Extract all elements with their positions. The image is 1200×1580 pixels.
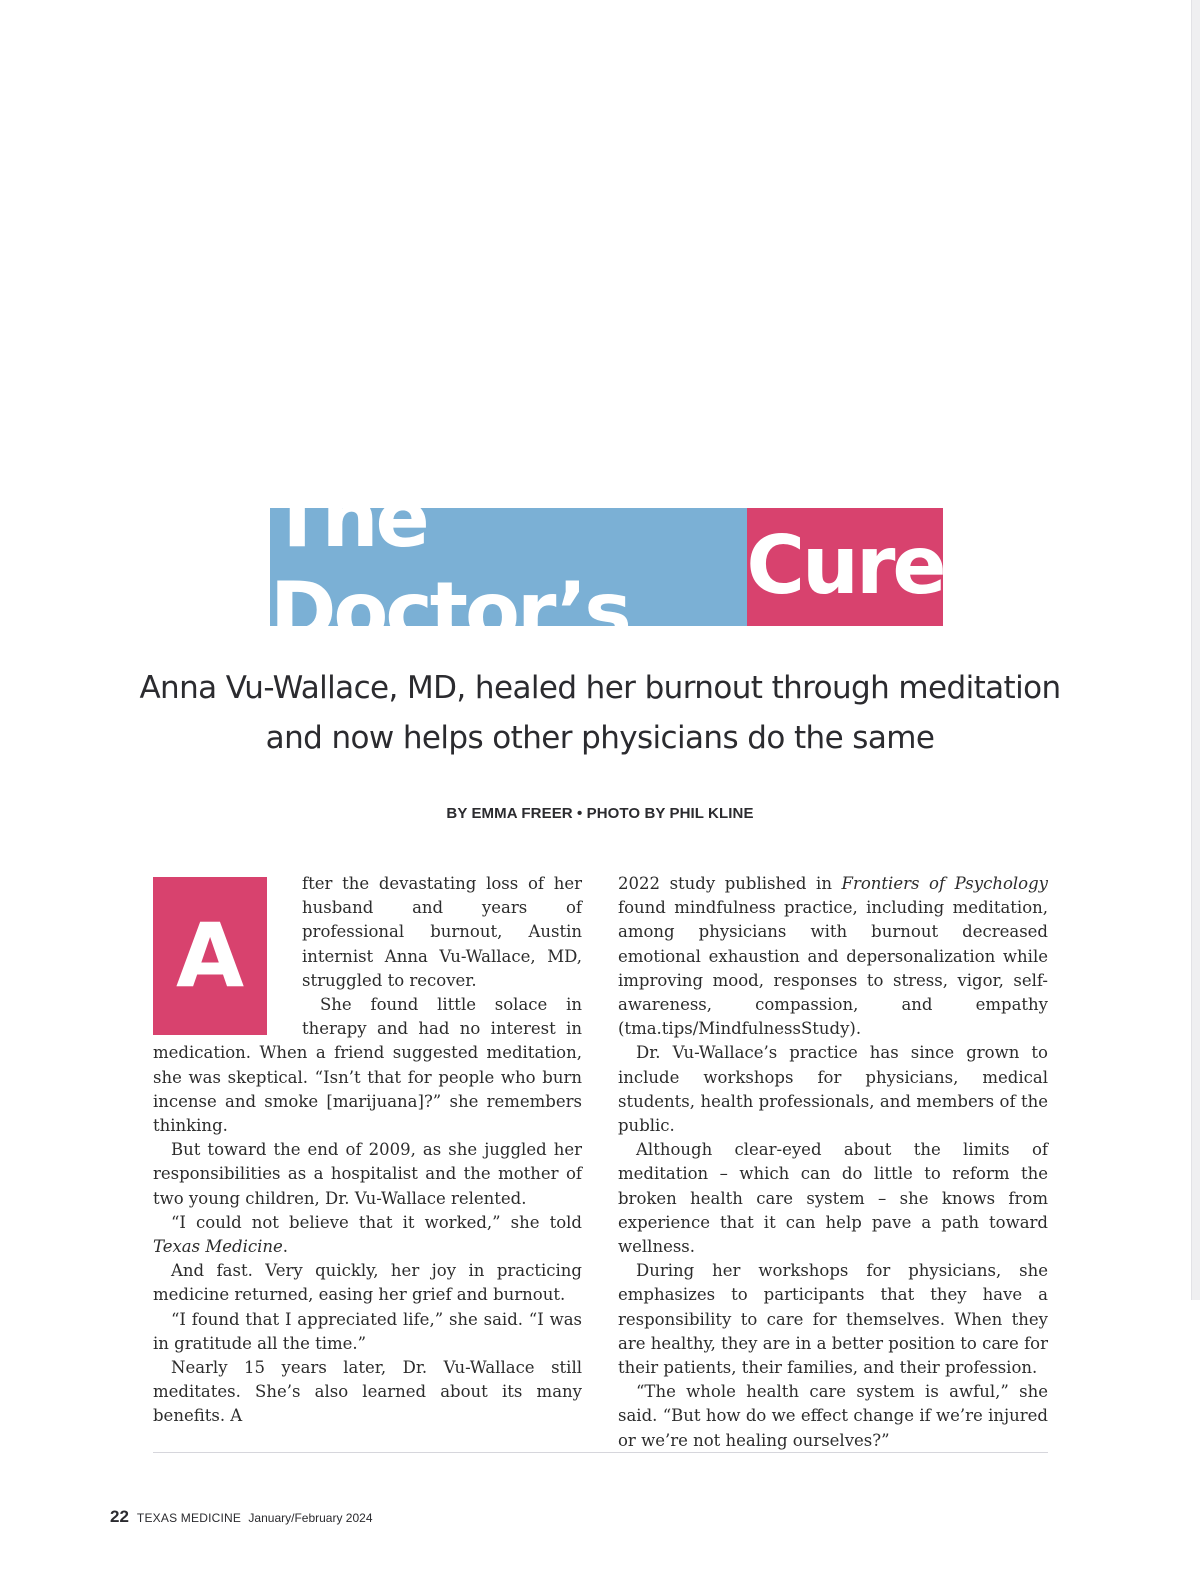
quote-text: “I could not believe that it worked,” she told xyxy=(171,1212,582,1232)
study-text-cont: found mindfulness practice, including meditation, among physicians with burnout decreased emotional exhaustion and depersonalization while improving mood, responses to stress, vigor, self-awareness, compassion, and empathy (tma.tips/MindfulnessStudy). xyxy=(618,898,1048,1039)
study-text: 2022 study published in xyxy=(618,874,842,893)
paragraph: Dr. Vu-Wallace’s practice has since grown to include workshops for physicians, medical students, health professionals, and members of the public. xyxy=(618,1043,1048,1136)
article-column-right xyxy=(618,872,1048,1453)
paragraph: She found little solace in therapy and had no interest in medication. When a friend suggested meditation, she was skeptical. “Isn’t that for people who burn incense and smoke [marijuana]?” she remembers thinking. xyxy=(153,995,582,1136)
issue-date: January/February 2024 xyxy=(248,1511,373,1525)
paragraph: And fast. Very quickly, her joy in practicing medicine returned, easing her grief and burnout. xyxy=(153,1261,582,1305)
paragraph: fter the devastating loss of her husband and years of professional burnout, Austin internist Anna Vu-Wallace, MD, struggled to recover. xyxy=(302,874,582,990)
page-footer xyxy=(110,1507,373,1527)
quote-end: . xyxy=(282,1237,289,1257)
paragraph: Although clear-eyed about the limits of meditation – which can do little to reform the broken health care system – she knows from experience that it can help pave a path toward wellness. xyxy=(618,1140,1048,1257)
article-deck xyxy=(120,663,1080,763)
deck-line-2: and now helps other physicians do the same xyxy=(265,720,935,756)
title-part-blue: The Doctor’s xyxy=(270,508,747,626)
page-edge xyxy=(1191,0,1200,1300)
publication-name: Texas Medicine xyxy=(153,1237,283,1257)
magazine-name: TEXAS MEDICINE xyxy=(136,1511,242,1525)
paragraph: “I found that I appreciated life,” she said. “I was in gratitude all the time.” xyxy=(153,1309,582,1353)
paragraph: Nearly 15 years later, Dr. Vu-Wallace still meditates. She’s also learned about its many benefits. A xyxy=(153,1358,582,1426)
deck-line-1: Anna Vu-Wallace, MD, healed her burnout through meditation xyxy=(139,670,1061,706)
title-part-pink: Cure xyxy=(747,508,943,626)
article-title xyxy=(270,472,944,658)
footer-divider xyxy=(153,1452,1048,1453)
article-column-left xyxy=(153,872,582,1429)
paragraph: But toward the end of 2009, as she juggled her responsibilities as a hospitalist and the mother of two young children, Dr. Vu-Wallace relented. xyxy=(153,1140,582,1208)
byline: BY EMMA FREER • PHOTO BY PHIL KLINE xyxy=(446,805,754,822)
paragraph: During her workshops for physicians, she emphasizes to participants that they have a responsibility to care for themselves. When they are healthy, they are in a better position to care for their patients, their families, and their profession. xyxy=(618,1261,1048,1378)
paragraph xyxy=(618,872,1048,1041)
journal-name: Frontiers of Psychology xyxy=(841,874,1048,893)
drop-cap: A xyxy=(153,877,267,1035)
page-number: 22 xyxy=(110,1507,129,1526)
paragraph xyxy=(153,1211,582,1259)
paragraph: “The whole health care system is awful,” she said. “But how do we effect change if we’re injured or we’re not healing ourselves?” xyxy=(618,1382,1048,1450)
